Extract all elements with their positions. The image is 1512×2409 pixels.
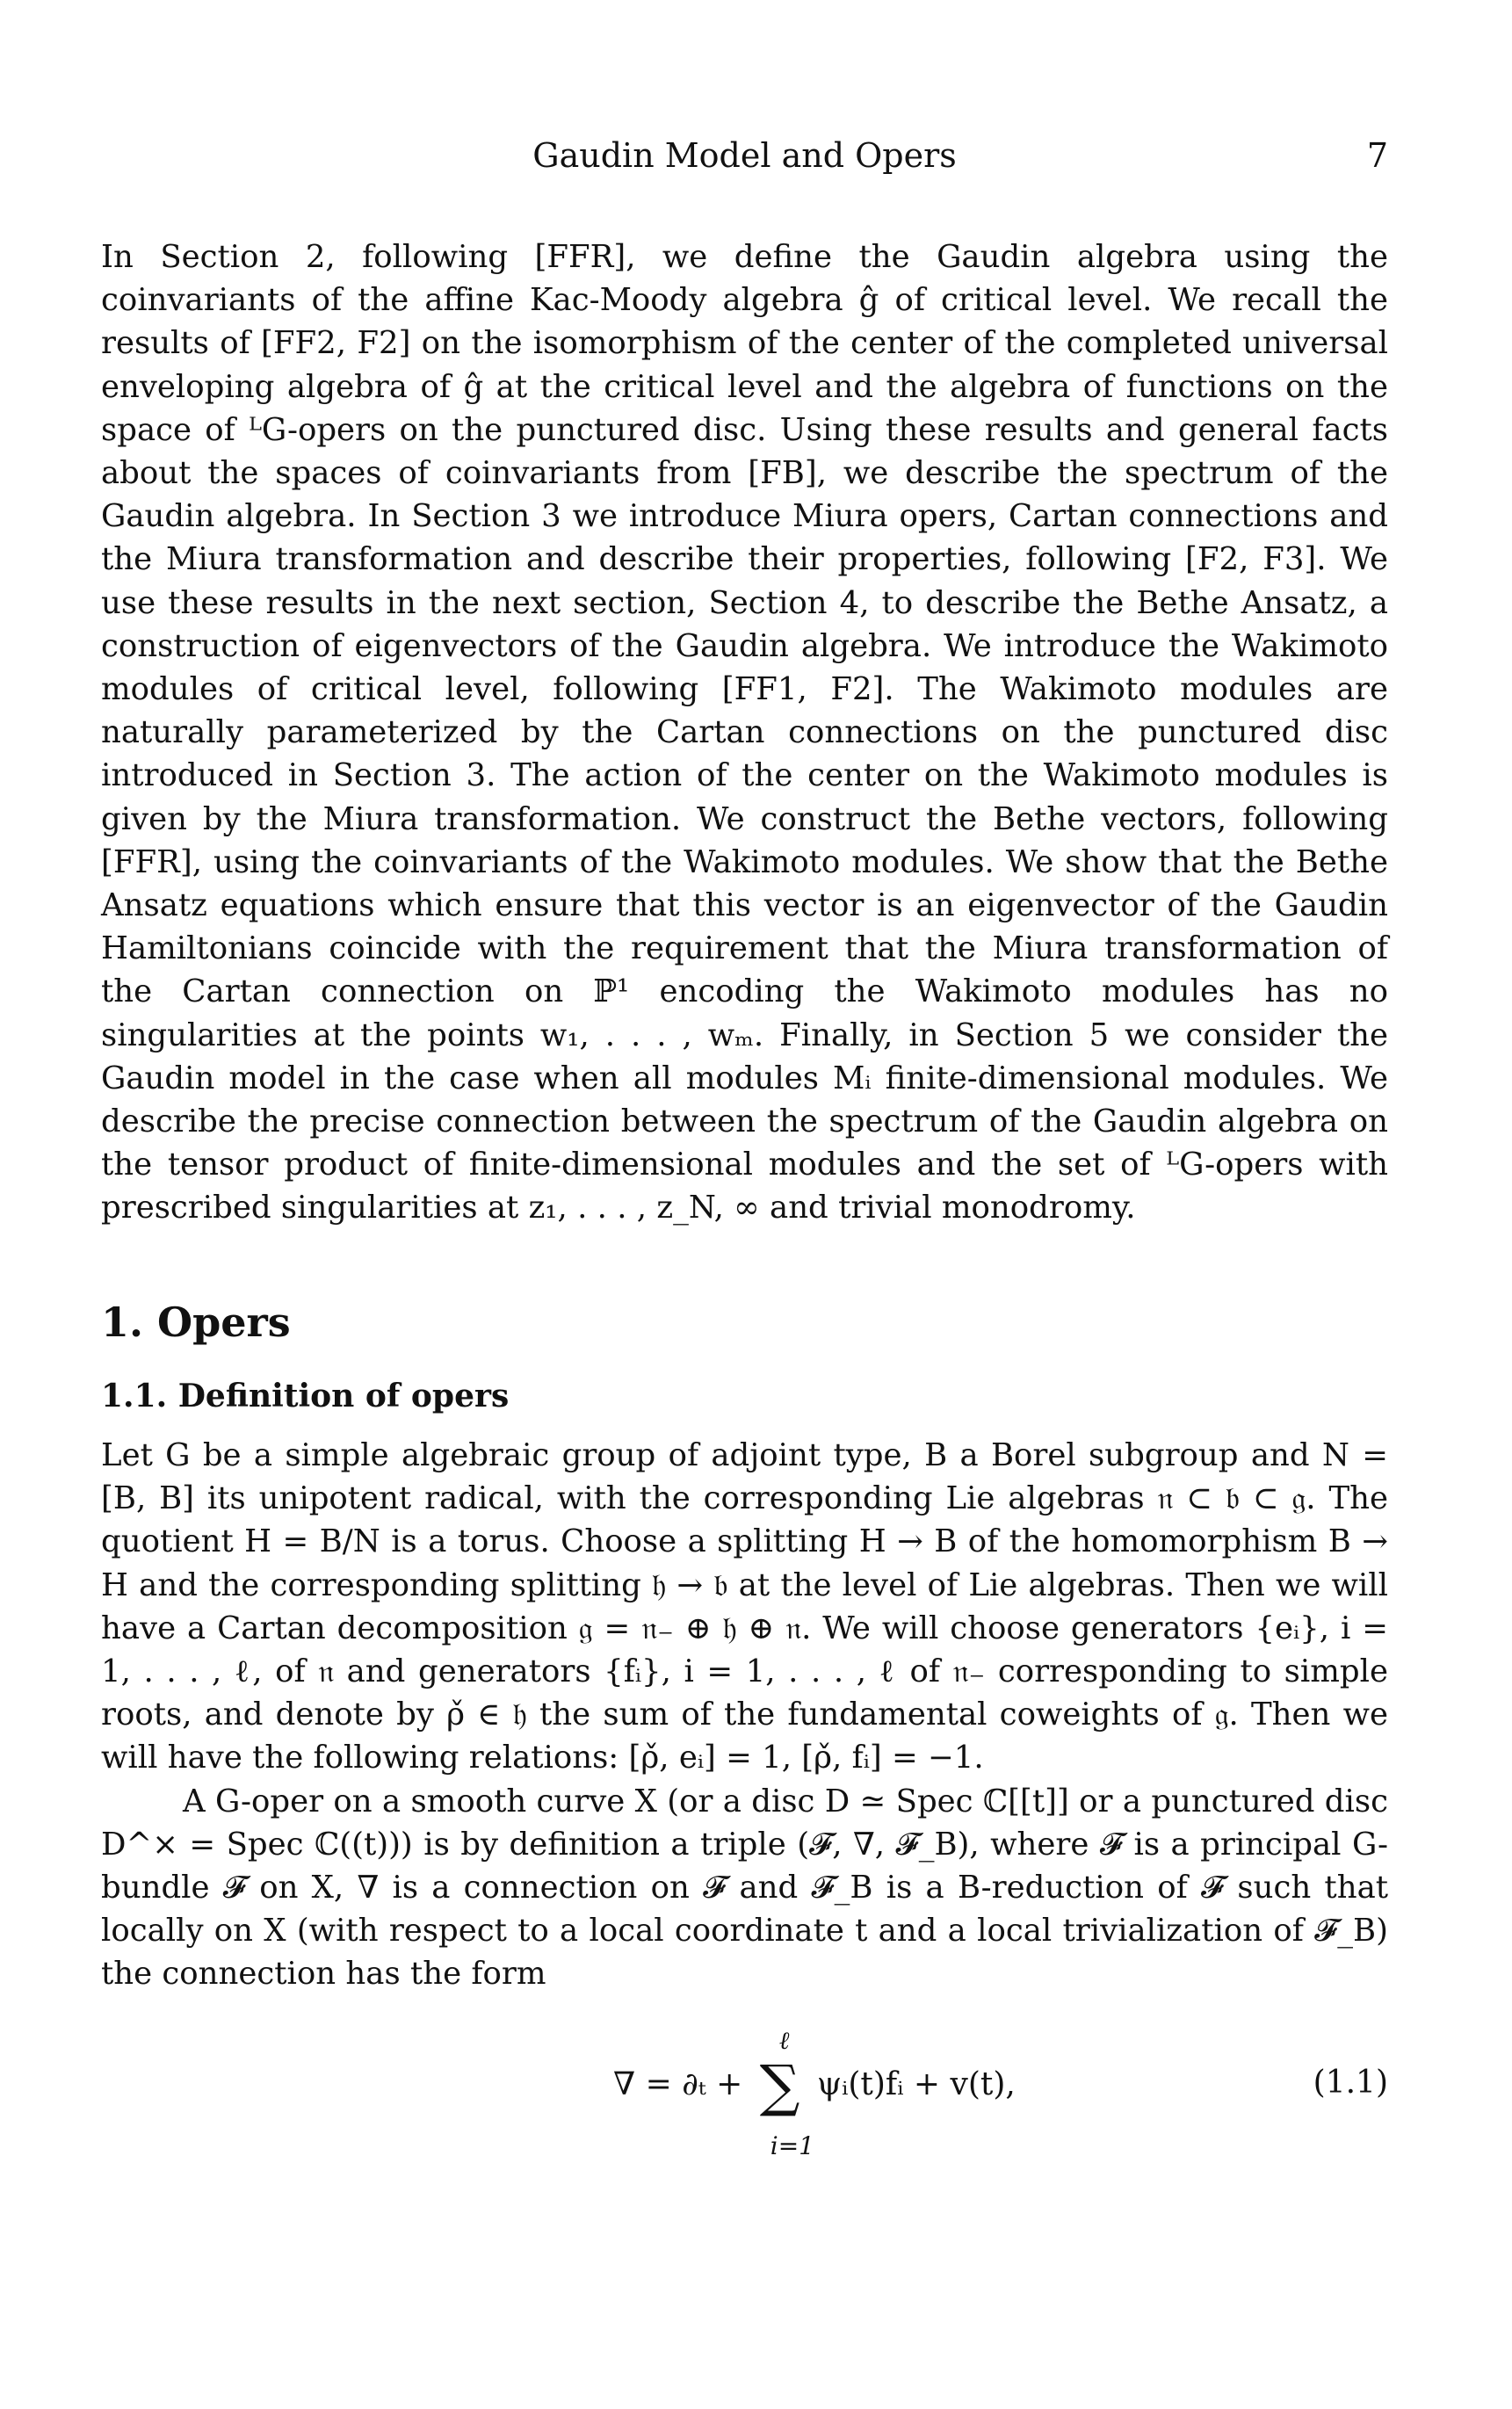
- equation-body: [613, 2026, 1016, 2160]
- section-heading: 1. Opers: [101, 1299, 291, 1346]
- sum-symbol: ∑: [759, 2054, 800, 2119]
- definition-paragraph-1: Let G be a simple algebraic group of adjoint type, B a Borel subgroup and N = [B, B] its unipotent radical, with the corresponding Lie algebras 𝔫 ⊂ 𝔟 ⊂ 𝔤. The quotient H = B/N is a torus. Choose a splitting H → B of the homomorphism B → H and the corresponding splitting 𝔥 → 𝔟 at the level of Lie algebras. Then we will have a Cartan decomposition 𝔤 = 𝔫₋ ⊕ 𝔥 ⊕ 𝔫. We will choose generators {eᵢ}, i = 1, . . . , ℓ, of 𝔫 and generators {fᵢ}, i = 1, . . . , ℓ of 𝔫₋ corresponding to simple roots, and denote by ρ̌ ∈ 𝔥 the sum of the fundamental coweights of 𝔤. Then we will have the following relations: [ρ̌, eᵢ] = 1, [ρ̌, fᵢ] = −1.: [101, 1437, 1388, 1776]
- intro-paragraph: In Section 2, following [FFR], we define the Gaudin algebra using the coinvariants of the affine Kac-Moody algebra ĝ of critical level. We recall the results of [FF2, F2] on the isomorphism of the center of the completed universal enveloping algebra of ĝ at the critical level and the algebra of functions on the space of ᴸG-opers on the punctured disc. Using these results and general facts about the spaces of coinvariants from [FB], we describe the spectrum of the Gaudin algebra. In Section 3 we introduce Miura opers, Cartan connections and the Miura transformation and describe their properties, following [F2, F3]. We use these results in the next section, Section 4, to describe the Bethe Ansatz, a construction of eigenvectors of the Gaudin algebra. We introduce the Wakimoto modules of critical level, following [FF1, F2]. The Wakimoto modules are naturally parameterized by the Cartan connections on the punctured disc introduced in Section 3. The action of the center on the Wakimoto modules is given by the Miura transformation. We construct the Bethe vectors, following [FFR], using the coinvariants of the Wakimoto modules. We show that the Bethe Ansatz equations which ensure that this vector is an eigenvector of the Gaudin Hamiltonians coincide with the requirement that the Miura transformation of the Cartan connection on ℙ¹ encoding the Wakimoto modules has no singularities at the points w₁, . . . , wₘ. Finally, in Section 5 we consider the Gaudin model in the case when all modules Mᵢ finite-dimensional modules. We describe the precise connection between the spectrum of the Gaudin algebra on the tensor product of finite-dimensional modules and the set of ᴸG-opers with prescribed singularities at z₁, . . . , z_N, ∞ and trivial monodromy.: [101, 239, 1388, 1226]
- sum-lower-limit: i=1: [770, 2131, 814, 2160]
- page-number: 7: [1366, 136, 1388, 175]
- running-head: [101, 136, 1388, 180]
- running-title: Gaudin Model and Opers: [532, 136, 957, 175]
- equation-rhs: ψᵢ(t)fᵢ + v(t),: [816, 2066, 1016, 2102]
- equation-1-1: [101, 2019, 1388, 2159]
- definition-paragraph-2: A G-oper on a smooth curve X (or a disc D ≃ Spec ℂ[[t]] or a punctured disc D^× = Spec ℂ((t))) is by definition a triple (𝓕, ∇, 𝓕_B), where 𝓕 is a principal G-bundle 𝓕 on X, ∇ is a connection on 𝓕 and 𝓕_B is a B-reduction of 𝓕 such that locally on X (with respect to a local coordinate t and a local trivialization of 𝓕_B) the connection has the form: [101, 1783, 1388, 1993]
- sum-upper-limit: ℓ: [778, 2026, 790, 2055]
- section-body: [101, 1434, 1388, 1996]
- equation-lhs: ∇ = ∂ₜ +: [613, 2066, 743, 2102]
- summation: [759, 2026, 814, 2160]
- equation-number: (1.1): [1313, 2065, 1388, 2101]
- subsection-heading: 1.1. Definition of opers: [101, 1378, 510, 1414]
